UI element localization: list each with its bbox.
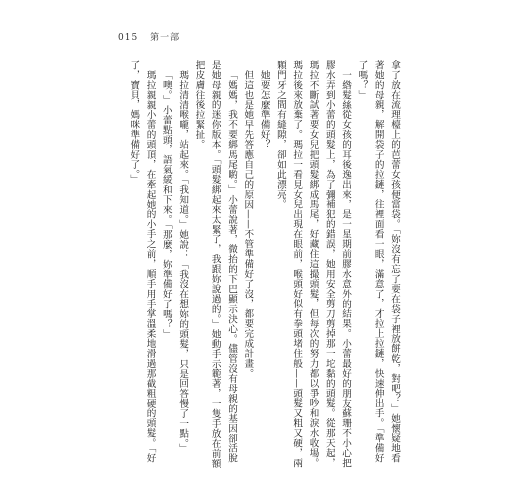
paragraph: 一綹髮絲從女孩的耳後逸出來，是一星期前膠水意外的結果。小蕾最好的朋友蘇珊不小心把膠水弄到小蕾的頭髮上，為了彌補犯的錯誤，她用安全剪刀剪掉那一坨黏的頭髮。從那天起，瑪拉不斷試著要女兒把頭髮綁成馬尾，好藏住這撮頭髮，但每次的努力都以爭吵和淚水收場。瑪拉後來放棄了。瑪拉一看見女兒出現在眼前，喉頭好似有拳頭堵住般——頭髮又粗又硬，兩顆門牙之間有縫隙，卻如此漂亮。 xyxy=(274,60,352,468)
paragraph: 她要怎麼準備好？ xyxy=(258,69,270,150)
section-title: 第一部 xyxy=(150,33,181,43)
paragraph: 拿了放在流理檯上的芭蕾女孩便當袋。「妳沒有忘了要在袋子裡放餅乾，對吧？」她懷疑地看著她的母親，解開袋子的拉鏈，往裡面看一眼，滿意了，才拉上拉鏈，快速伸出手。「準備好了嗎？」 xyxy=(356,60,400,464)
body-text xyxy=(125,60,402,470)
paragraph: 「噢。」小蕾點頭，語氣緩和下來。「那麼，妳準備好了嗎？」 xyxy=(160,69,172,339)
paragraph: 瑪拉親親小蕾的頭頂，在牽起她的小手之前，順手用手掌溫柔地滑過那截粗硬的頭髮。「好了，寶貝，媽咪準備好了。」 xyxy=(128,60,156,463)
page-number: 015 xyxy=(118,33,139,43)
paragraph: 「媽媽，我不要綁馬尾喲。」小蕾說著，微抬的下巴顯示決心。儘管沒有母親的基因卻活脫是她母親的迷你版本。「頭髮綁起來太緊了，我跟妳說過的。」她動手示範著，一隻手放在前額把皮膚往後拉緊扯。 xyxy=(193,60,238,469)
paragraph: 但這也是她早先答應自己的原因——不管準備好了沒，都要完成計畫。 xyxy=(242,69,254,379)
running-head xyxy=(118,30,188,43)
paragraph: 瑪拉清清喉嚨，站起來。「我知道。」她說：「我沒在想妳的頭髮，只是回答慢了一點。」 xyxy=(177,69,189,454)
